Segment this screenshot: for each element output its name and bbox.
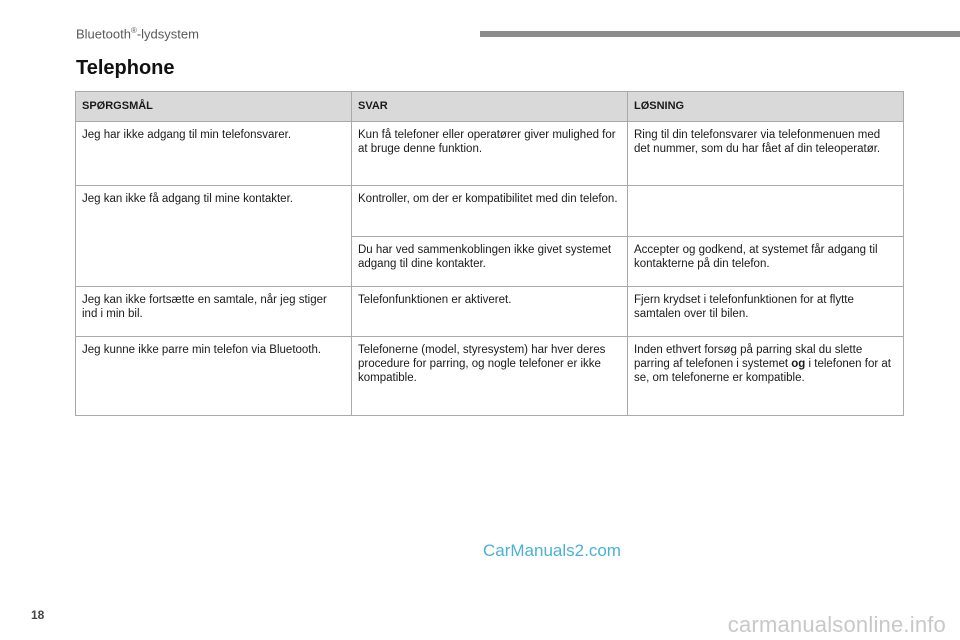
faq-table <box>75 91 904 416</box>
question-cell: Jeg kan ikke fortsætte en samtale, når jeg stiger ind i min bil. <box>76 287 352 337</box>
answer-cell: Telefonerne (model, styresystem) har hver deres procedure for parring, og nogle telefoner er ikke kompatible. <box>352 337 628 416</box>
table-header-row <box>76 92 904 122</box>
solution-cell <box>628 337 904 416</box>
header-divider-bar <box>480 31 960 37</box>
section-header-text: Bluetooth <box>76 26 131 42</box>
solution-text: i telefonen for at se, om telefonerne er kompatible. <box>634 358 891 384</box>
question-cell: Jeg kan ikke få adgang til mine kontakter. <box>76 186 352 287</box>
answer-cell: Kun få telefoner eller operatører giver mulighed for at bruge denne funktion. <box>352 122 628 186</box>
solution-emphasis: og <box>791 358 806 370</box>
table-row <box>76 287 904 337</box>
question-cell: Jeg kunne ikke parre min telefon via Bluetooth. <box>76 337 352 416</box>
page-title: Telephone <box>76 57 175 79</box>
registered-mark: ® <box>130 26 137 35</box>
question-cell: Jeg har ikke adgang til min telefonsvarer. <box>76 122 352 186</box>
solution-cell: Accepter og godkend, at systemet får adgang til kontakterne på din telefon. <box>628 237 904 287</box>
section-header-suffix: -lydsystem <box>136 26 199 42</box>
column-header-solution: LØSNING <box>628 92 904 122</box>
watermark-link[interactable]: CarManuals2.com <box>483 541 621 560</box>
watermark-text: carmanualsonline.info <box>727 612 946 637</box>
solution-cell: Fjern krydset i telefonfunktionen for at flytte samtalen over til bilen. <box>628 287 904 337</box>
answer-cell: Du har ved sammenkoblingen ikke givet systemet adgang til dine kontakter. <box>352 237 628 287</box>
table-row <box>76 337 904 416</box>
table-row <box>76 186 904 237</box>
solution-text: Inden ethvert forsøg på parring skal du slette parring af telefonen i systemet <box>634 344 863 370</box>
answer-cell: Kontroller, om der er kompatibilitet med din telefon. <box>352 186 628 237</box>
answer-cell: Telefonfunktionen er aktiveret. <box>352 287 628 337</box>
page-number: 18 <box>31 608 45 622</box>
table-row <box>76 122 904 186</box>
column-header-question: SPØRGSMÅL <box>76 92 352 122</box>
column-header-answer: SVAR <box>352 92 628 122</box>
section-header <box>76 26 199 41</box>
solution-cell: Ring til din telefonsvarer via telefonmenuen med det nummer, som du har fået af din teleoperatør. <box>628 122 904 186</box>
solution-cell <box>628 186 904 237</box>
